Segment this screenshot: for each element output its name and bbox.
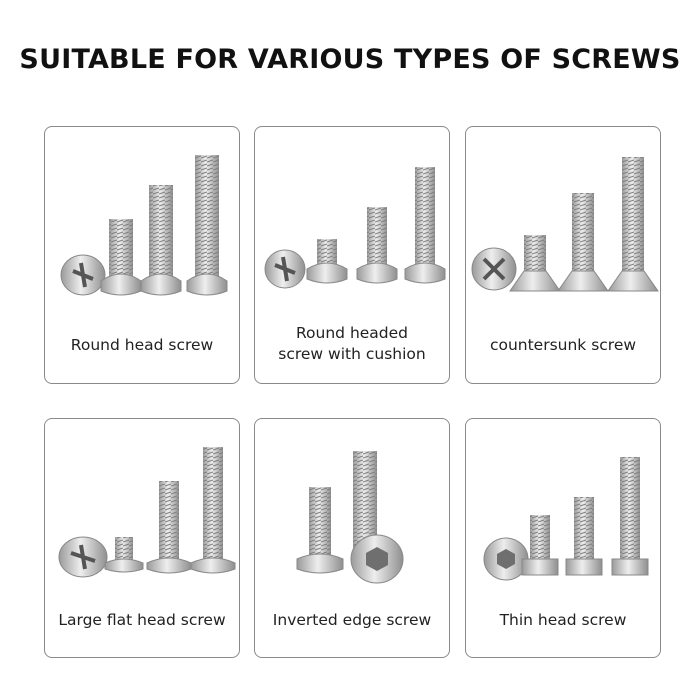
card-label: countersunk screw (489, 336, 637, 354)
page-title: SUITABLE FOR VARIOUS TYPES OF SCREWS (19, 44, 681, 75)
card-inverted-edge-screw (254, 418, 450, 658)
card-label: Large flat head screw (58, 611, 226, 629)
card-large-flat-head-screw (44, 418, 240, 658)
card-label-line1: Round headed (295, 324, 409, 342)
card-round-headed-screw-with-cushion (254, 126, 450, 384)
card-label: Thin head screw (499, 611, 627, 629)
card-thin-head-screw (465, 418, 661, 658)
card-countersunk-screw (465, 126, 661, 384)
card-round-head-screw (44, 126, 240, 384)
card-label: Inverted edge screw (272, 611, 432, 629)
card-label: Round head screw (70, 336, 214, 354)
card-label-line2: screw with cushion (278, 345, 426, 363)
